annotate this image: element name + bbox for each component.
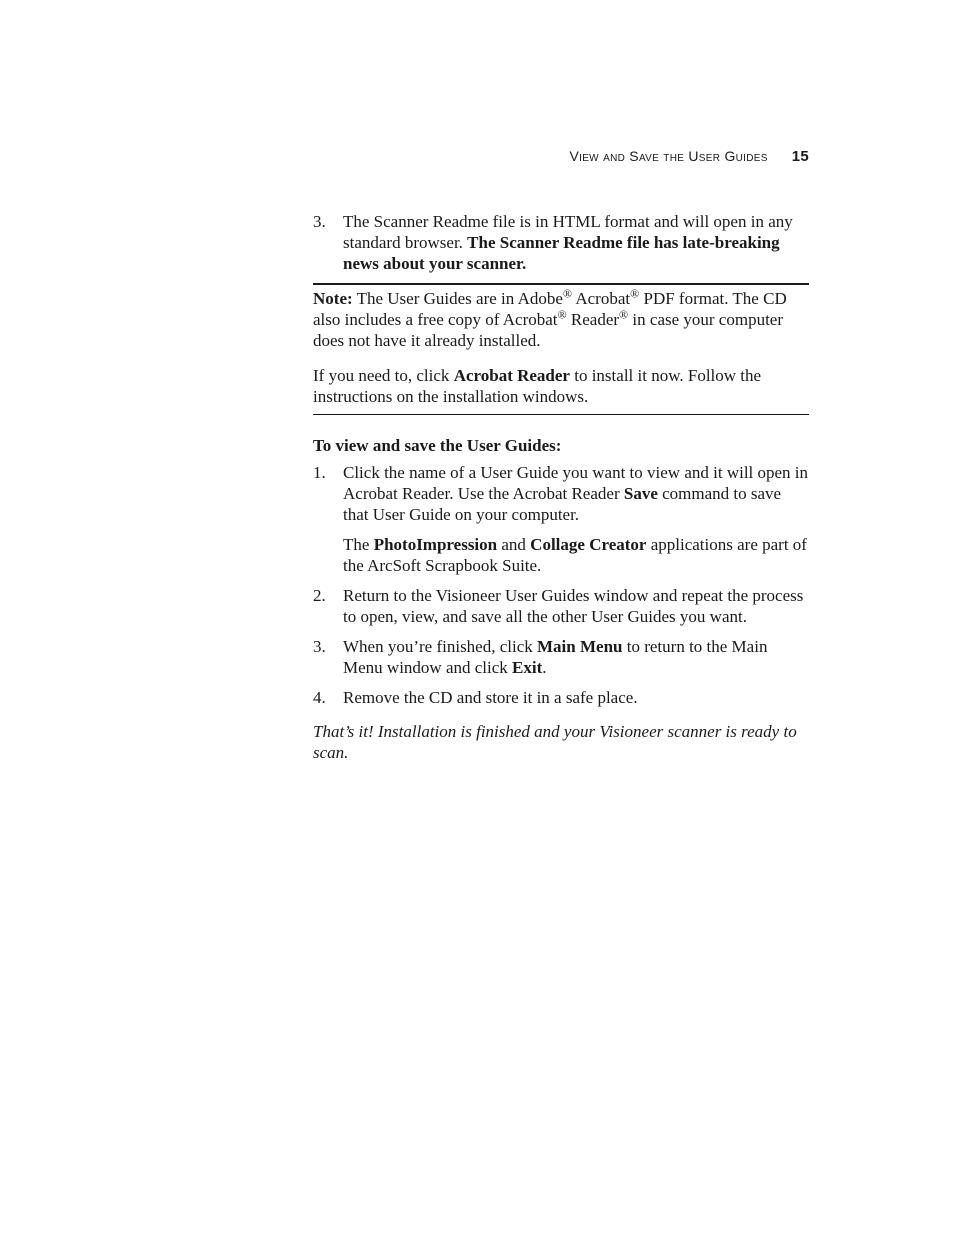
step-text: When you’re finished, click — [343, 637, 538, 656]
registered-mark: ® — [619, 307, 629, 322]
list-item — [313, 462, 809, 576]
note-box — [313, 288, 809, 407]
note-label: Note: — [313, 289, 353, 308]
note-text: Reader — [566, 310, 620, 329]
running-header — [500, 148, 809, 165]
note-text: in case your computer does not have it already installed. — [313, 310, 784, 350]
step-text: Remove the CD and store it in a safe place. — [343, 688, 638, 707]
save-term: Save — [623, 484, 658, 503]
registered-mark: ® — [630, 286, 640, 301]
list-item — [313, 585, 809, 627]
acrobat-paragraph — [313, 365, 809, 407]
closing-statement: That’s it! Installation is finished and your Visioneer scanner is ready to scan. — [313, 722, 797, 762]
registered-mark: ® — [562, 286, 573, 301]
list-item-readme — [313, 211, 809, 274]
list-number: 2. — [313, 586, 326, 605]
procedure-heading: To view and save the User Guides: — [313, 436, 562, 455]
list-number: 4. — [313, 688, 326, 707]
main-menu-term: Main Menu — [537, 637, 623, 656]
acrobat-reader-term: Acrobat Reader — [453, 366, 570, 385]
list-number: 3. — [313, 212, 326, 231]
note-text: PDF format. The CD also includes a free copy of Acrobat — [313, 289, 787, 329]
photoimpression-term: PhotoImpression — [373, 535, 498, 554]
step-text: . — [542, 658, 547, 677]
exit-term: Exit — [512, 658, 543, 677]
note-top-rule — [313, 283, 809, 285]
step-subparagraph — [343, 534, 809, 576]
step-text: Return to the Visioneer User Guides window and repeat the process to open, view, and save all the other User Guides you want. — [343, 586, 804, 626]
step-text: and — [497, 535, 531, 554]
readme-text: The Scanner Readme file is in HTML format and will open in any standard browser. — [343, 212, 793, 252]
step-text: Click the name of a User Guide you want to view and it will open in Acrobat Reader. Use the Acrobat Reader — [343, 463, 809, 503]
readme-bold-text: The Scanner Readme file has late-breaking news about your scanner. — [343, 233, 780, 273]
step-text: to return to the Main Menu window and click — [343, 637, 768, 677]
note-text: The User Guides are in Adobe — [352, 289, 563, 308]
procedure-steps — [313, 462, 809, 708]
page-number: 15 — [791, 148, 809, 165]
page-body — [313, 211, 809, 763]
step-text: applications are part of the ArcSoft Scrapbook Suite. — [343, 535, 807, 575]
para-text: If you need to, click — [313, 366, 454, 385]
step-text: command to save that User Guide on your computer. — [343, 484, 782, 524]
collage-creator-term: Collage Creator — [530, 535, 647, 554]
list-number: 3. — [313, 637, 326, 656]
list-number: 1. — [313, 463, 326, 482]
note-bottom-rule — [313, 414, 809, 415]
list-item — [313, 687, 809, 708]
section-title: View and Save the User Guides — [569, 148, 768, 164]
para-text: to install it now. Follow the instructions on the installation windows. — [313, 366, 762, 406]
note-paragraph — [313, 288, 809, 351]
list-item — [313, 636, 809, 678]
step-text: The — [343, 535, 374, 554]
note-text: Acrobat — [572, 289, 631, 308]
registered-mark: ® — [557, 307, 567, 322]
